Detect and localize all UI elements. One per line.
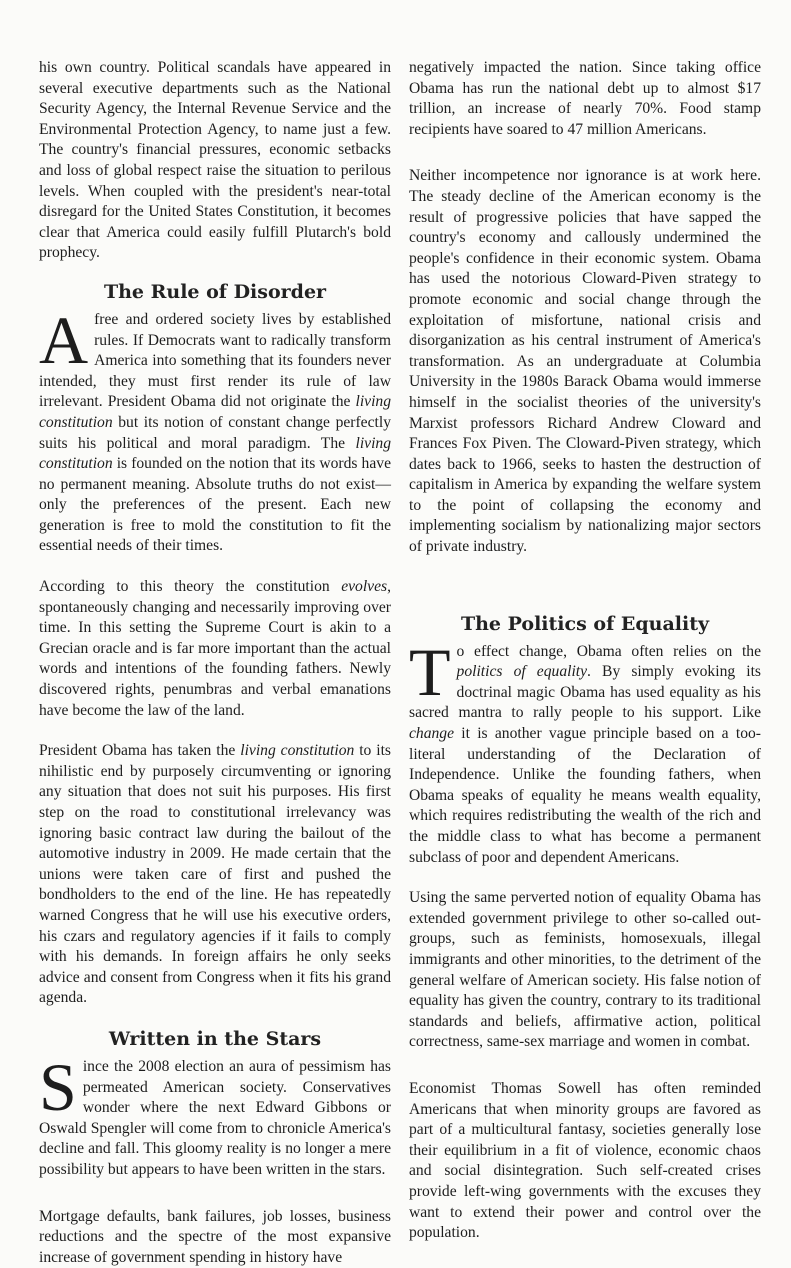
paragraph-cloward-piven: Neither incompetence nor ignorance is at work here. The steady decline of the American economy is the result of progressive policies that have sapped the country's economy and callously undermined the people's confidence in their economic system. Obama has used the notorious Cloward-Piven strategy to promote economic and social change through the exploitation of misfortune, national crisis and disorganization as his central instrument of America's transformation. As an undergraduate at Columbia University in the 1980s Barack Obama would immerse himself in the socialist theories of the university's Marxist professors Richard Andrew Cloward and Frances Fox Piven. The Cloward-Piven strategy, which dates back to 1966, seeks to hasten the destruction of capitalism in America by expanding the welfare system to the point of collapsing the economy and implementing socialism by nationalizing major sectors of private industry.	[409, 166, 761, 557]
emphasis-politics-of-equality: politics of equality	[457, 663, 588, 680]
text-run: to its nihilistic end by purposely circumventing or ignoring any situation that does not suit his purposes. His first step on the road to constitutional irrelevancy was ignoring basic contract law during the bailout of the automotive industry in 2009. He made certain that the unions were taken care of first and pushed the bondholders to the end of the line. He has repeatedly warned Congress that he will use his executive orders, his czars and regulatory agencies if it fails to comply with his demands. In foreign affairs he only seeks advice and consent from Congress when it fits his grand agenda.	[39, 742, 391, 1006]
text-run: . By simply evoking its doctrinal magic Obama has used equality as his sacred mantra to rally people to his support. Like	[409, 663, 761, 721]
paragraph-mortgage-defaults: Mortgage defaults, bank failures, job losses, business reductions and the spectre of the most expansive increase of government spending in history have	[39, 1207, 391, 1268]
paragraph-thomas-sowell: Economist Thomas Sowell has often reminded Americans that when minority groups are favored as part of a multicultural fantasy, societies generally lose their equilibrium in a fit of violence, economic chaos and social disintegration. Such self-created crises provide left-wing governments with the excuses they want to extend their power and control over the population.	[409, 1079, 761, 1244]
heading-written-in-the-stars: Written in the Stars	[39, 1027, 391, 1051]
heading-politics-of-equality: The Politics of Equality	[409, 612, 761, 636]
drop-cap-t: T	[409, 644, 451, 700]
emphasis-evolves: evolves	[341, 578, 387, 595]
text-run: it is another vague principle based on a too-literal understanding of the Declaration of Independence. Unlike the founding fathers, when Obama speaks of equality he means wealth equality, which requires redistributing the wealth of the rich and the middle class to what has become a permanent subclass of poor and dependent Americans.	[409, 725, 761, 866]
text-run: free and ordered society lives by established rules. If Democrats want to radically transform America into something that its founders never intended, they must first render its rule of law irrelevant. President Obama did not originate the	[39, 311, 391, 410]
text-run: President Obama has taken the	[39, 742, 240, 759]
paragraph-intro-continued: his own country. Political scandals have appeared in several executive departments such as the National Security Agency, the Internal Revenue Service and the Environmental Protection Agency, to name just a few. The country's financial pressures, economic setbacks and loss of global respect raise the situation to perilous levels. When coupled with the president's near-total disregard for the United States Constitution, it becomes clear that America could easily fulfill Plutarch's bold prophecy.	[39, 58, 391, 264]
text-run: , spontaneously changing and necessarily improving over time. In this setting the Supreme Court is akin to a Grecian oracle and is far more important than the actual words and intentions of the founding fathers. Newly discovered rights, penumbras and verbal emanations have become the law of the land.	[39, 578, 391, 719]
emphasis-living-constitution: living constitution	[39, 393, 391, 431]
drop-cap-s: S	[39, 1059, 77, 1115]
paragraph-nihilistic-end	[39, 741, 391, 1009]
paragraph-rule-of-disorder	[39, 310, 391, 557]
text-run: o effect change, Obama often relies on the	[457, 643, 761, 660]
text-run: According to this theory the constitution	[39, 578, 341, 595]
text-run: is founded on the notion that its words have no permanent meaning. Absolute truths do not exist—only the preferences of the present. Each new generation is free to mold the constitution to fit the essential needs of their times.	[39, 455, 391, 554]
paragraph-constitution-evolves	[39, 577, 391, 721]
emphasis-change: change	[409, 725, 454, 742]
text-run: but its notion of constant change perfectly suits his political and moral paradigm. The	[39, 414, 391, 452]
left-column	[39, 58, 391, 1121]
paragraph-politics-of-equality	[409, 642, 761, 869]
drop-cap-a: A	[39, 312, 88, 368]
heading-rule-of-disorder: The Rule of Disorder	[39, 280, 391, 304]
right-column	[409, 58, 761, 1121]
paragraph-perverted-equality: Using the same perverted notion of equality Obama has extended government privilege to other so-called out-groups, such as feminists, homosexuals, illegal immigrants and other minorities, to the detriment of the general welfare of American society. His false notion of equality has given the country, contrary to its traditional standards and beliefs, affirmative action, political correctness, same-sex marriage and women in combat.	[409, 888, 761, 1053]
emphasis-living-constitution: living constitution	[39, 435, 391, 473]
text-run: ince the 2008 election an aura of pessimism has permeated American society. Conservatives wonder where the next Edward Gibbons or Oswald Spengler will come from to chronicle America's decline and fall. This gloomy reality is no longer a mere possibility but appears to have been written in the stars.	[39, 1058, 391, 1178]
paragraph-negatively-impacted: negatively impacted the nation. Since taking office Obama has run the national debt up to almost $17 trillion, an increase of nearly 70%. Food stamp recipients have soared to 47 million Americans.	[409, 58, 761, 140]
emphasis-living-constitution: living constitution	[240, 742, 354, 759]
paragraph-written-in-the-stars	[39, 1057, 391, 1181]
